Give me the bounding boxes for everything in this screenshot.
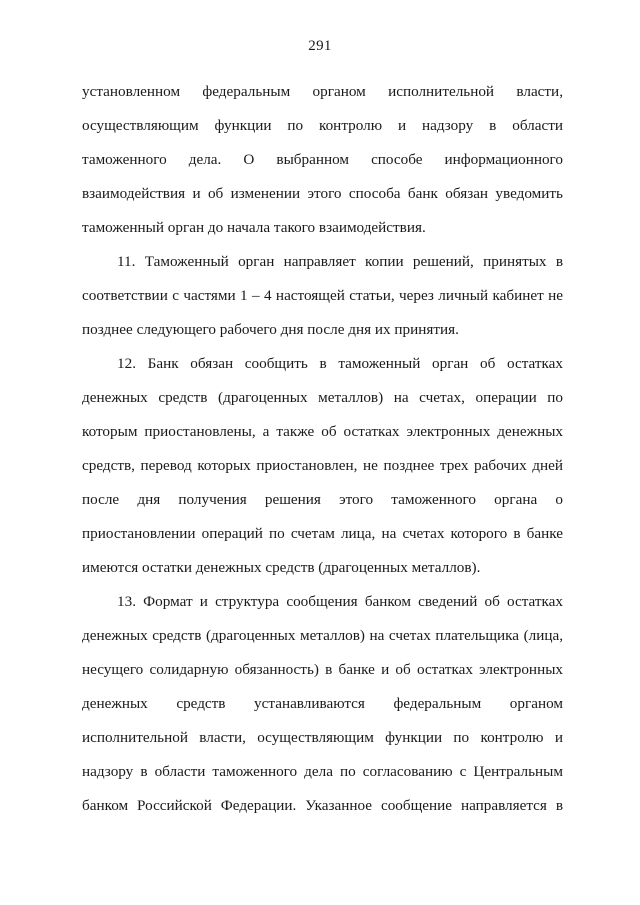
paragraph-continuation: установленном федеральным органом исполнительной власти, осуществляющим функции по контролю и надзору в области таможенного дела. О выбранном способе информационного взаимодействия и об изменении этого способа банк обязан уведомить таможенный орган до начала такого взаимодействия. (82, 83, 563, 236)
paragraph-12: 12. Банк обязан сообщить в таможенный орган об остатках денежных средств (драгоценных металлов) на счетах, операции по которым приостановлены, а также об остатках электронных денежных средств, перевод которых приостановлен, не позднее трех рабочих дней после дня получения решения этого таможенного органа о приостановлении операций по счетам лица, на счетах которого в банке имеются остатки денежных средств (драгоценных металлов). (82, 355, 563, 576)
page-number: 291 (308, 38, 332, 54)
document-body (82, 75, 563, 823)
paragraph-11: 11. Таможенный орган направляет копии решений, принятых в соответствии с частями 1 – 4 настоящей статьи, через личный кабинет не позднее следующего рабочего дня после дня их принятия. (82, 253, 563, 338)
paragraph-13: 13. Формат и структура сообщения банком сведений об остатках денежных средств (драгоценных металлов) на счетах плательщика (лица, несущего солидарную обязанность) в банке и об остатках электронных денежных средств устанавливаются федеральным органом исполнительной власти, осуществляющим функции по контролю и надзору в области таможенного дела по согласованию с Центральным банком Российской Федерации. Указанное сообщение направляется в (82, 593, 563, 814)
